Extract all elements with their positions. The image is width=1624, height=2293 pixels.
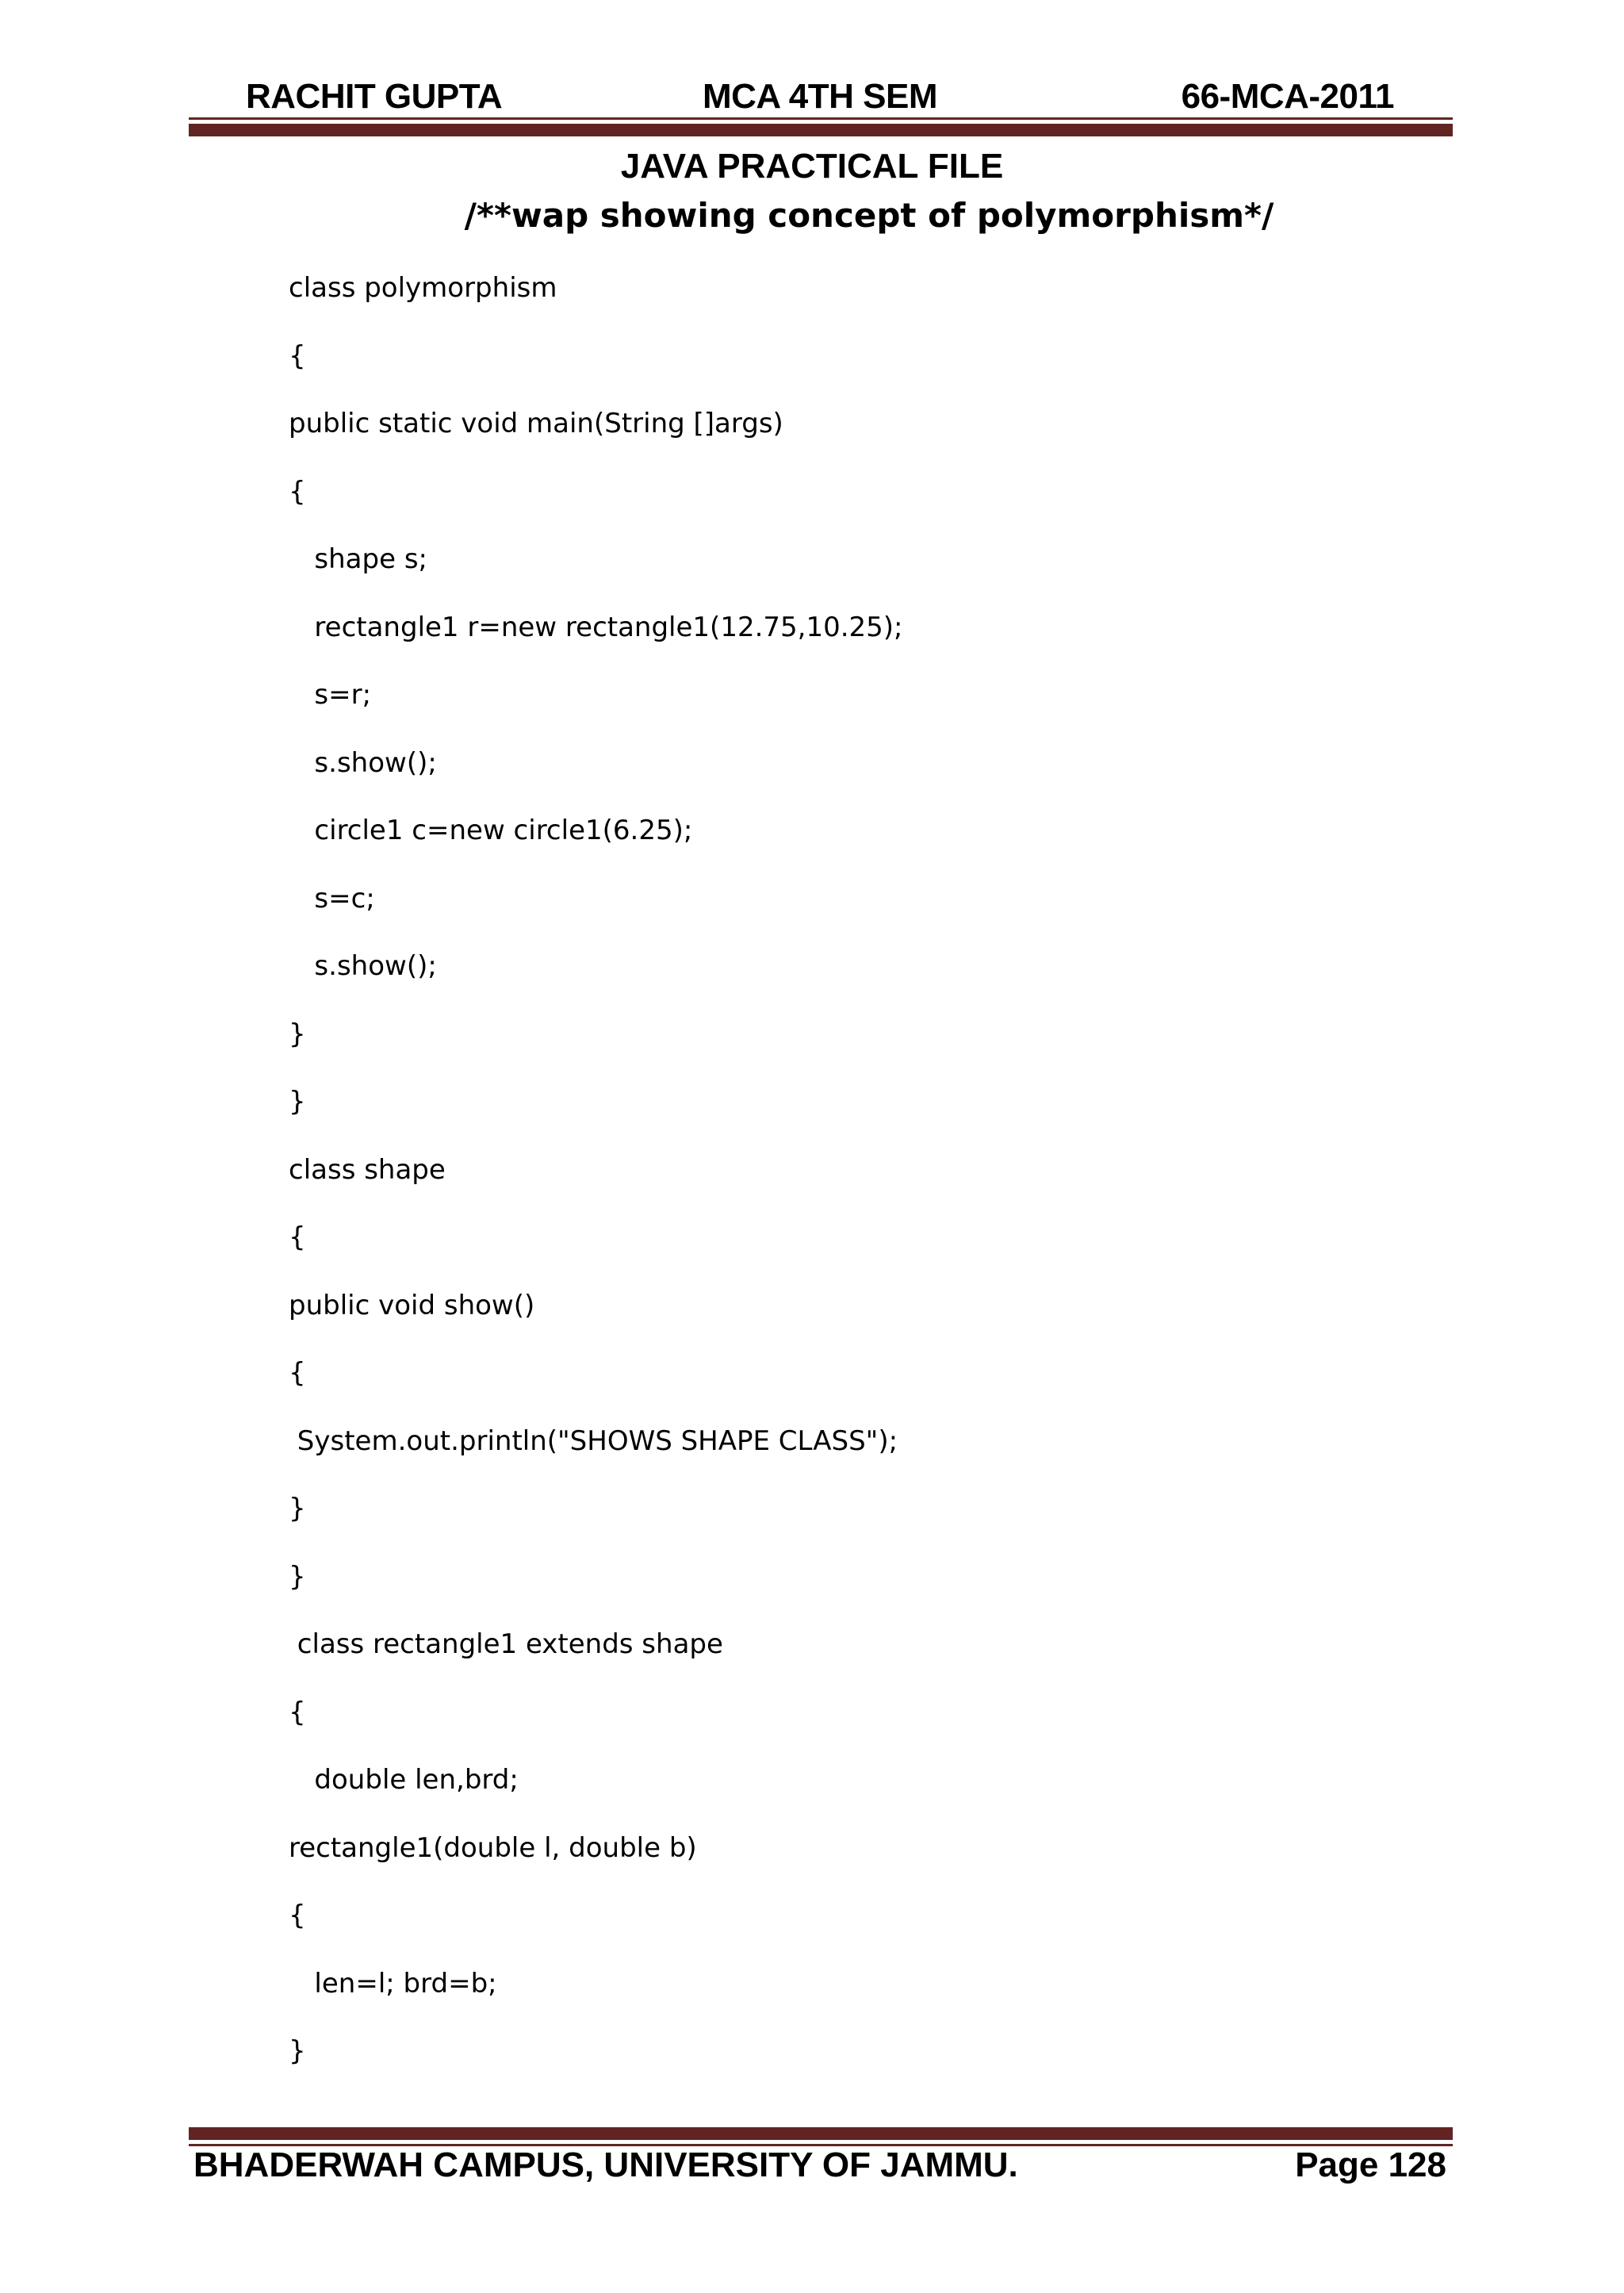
code-line: class rectangle1 extends shape: [289, 1628, 723, 1660]
header-divider: [189, 117, 1453, 136]
code-line: s.show();: [289, 746, 437, 779]
header-course: MCA 4TH SEM: [703, 77, 937, 116]
code-line: {: [289, 1221, 306, 1253]
page-number: Page 128: [1295, 2145, 1446, 2184]
header-roll-number: 66-MCA-2011: [1181, 77, 1394, 116]
code-line: s=c;: [289, 882, 375, 915]
code-line: class shape: [289, 1153, 446, 1186]
header-divider-thick-line: [189, 124, 1453, 136]
code-line: public static void main(String []args): [289, 408, 783, 439]
code-line: System.out.println("SHOWS SHAPE CLASS");: [289, 1424, 898, 1457]
code-line: class polymorphism: [289, 272, 557, 304]
code-line: s=r;: [289, 679, 372, 711]
code-line: shape s;: [289, 543, 427, 575]
document-title: JAVA PRACTICAL FILE: [620, 147, 1004, 186]
code-line: }: [289, 1086, 306, 1118]
code-line: rectangle1(double l, double b): [289, 1831, 697, 1864]
code-line: {: [289, 1357, 306, 1389]
code-line: }: [289, 1560, 306, 1593]
code-line: {: [289, 1900, 306, 1931]
code-line: len=l; brd=b;: [289, 1967, 497, 2000]
footer-institution: BHADERWAH CAMPUS, UNIVERSITY OF JAMMU.: [193, 2145, 1018, 2184]
code-line: {: [289, 339, 306, 372]
footer-divider-thick-line: [189, 2127, 1453, 2140]
header-author: RACHIT GUPTA: [246, 77, 503, 116]
code-line: rectangle1 r=new rectangle1(12.75,10.25);: [289, 611, 903, 643]
header-divider-thin-line: [189, 117, 1453, 120]
code-line: circle1 c=new circle1(6.25);: [289, 815, 693, 846]
code-line: double len,brd;: [289, 1764, 519, 1796]
code-line: {: [289, 475, 306, 508]
code-listing: [289, 266, 1478, 2097]
page-header: [189, 73, 1451, 124]
code-line: public void show(): [289, 1289, 535, 1321]
code-line: {: [289, 1696, 306, 1728]
code-line: }: [289, 1493, 306, 1524]
code-line: s.show();: [289, 950, 437, 982]
program-description: /**wap showing concept of polymorphism*/: [464, 196, 1274, 235]
code-line: }: [289, 2035, 306, 2067]
code-line: }: [289, 1018, 306, 1050]
